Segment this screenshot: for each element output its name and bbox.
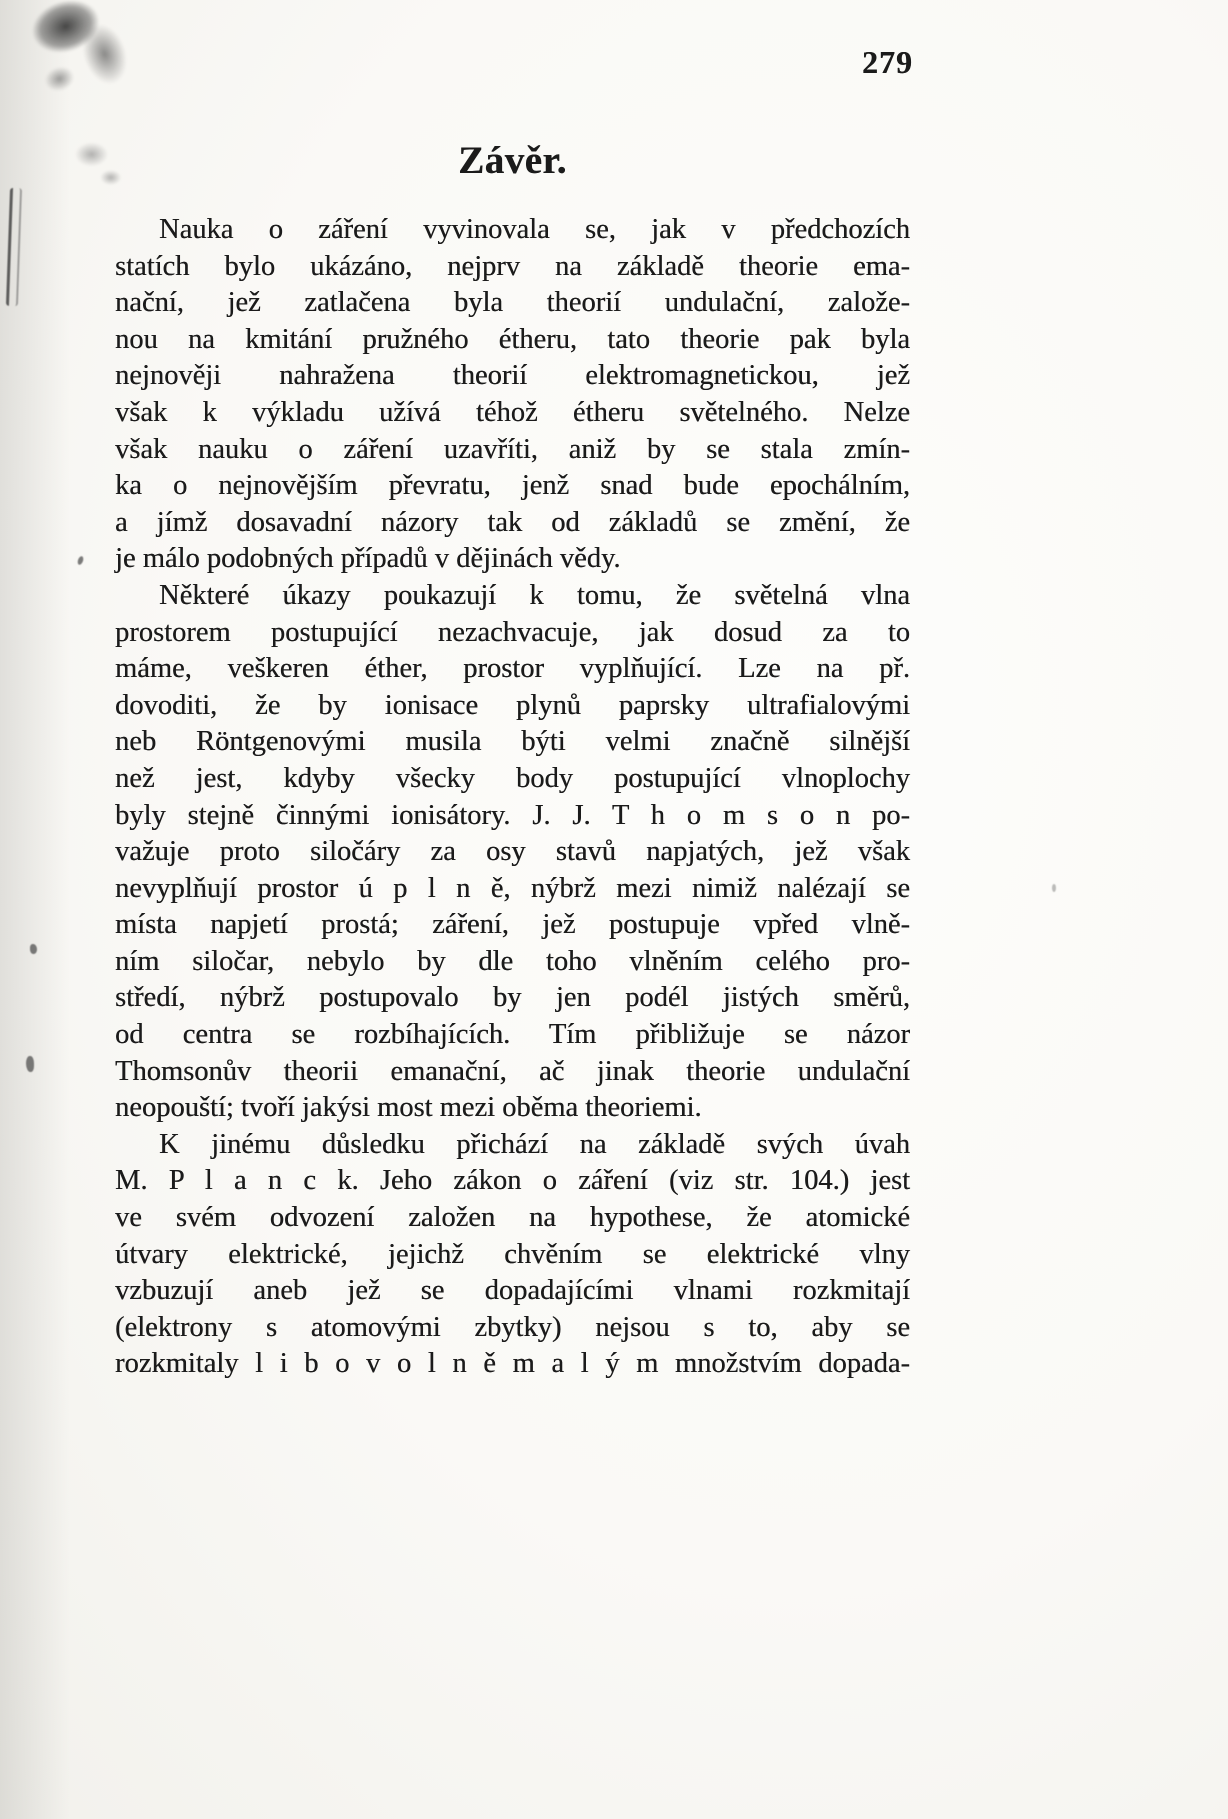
text-line: Nauka o záření vyvinovala se, jak v předchozích (159, 214, 910, 245)
text-line: važuje proto siločáry za osy stavů napjatých, jež však (115, 836, 910, 868)
text-line: (elektrony s atomovými zbytky) nejsou s to, aby se (115, 1311, 910, 1343)
text-line: vzbuzují aneb jež se dopadajícími vlnami rozkmitají (115, 1275, 910, 1307)
text-line: Thomsonův theorii emanační, ač jinak theorie undulační (115, 1055, 910, 1087)
text-line: ním siločar, nebylo by dle toho vlněním celého pro- (115, 945, 910, 977)
text-line: máme, veškeren éther, prostor vyplňující. Lze na př. (115, 653, 910, 685)
text-line: byly stejně činnými ionisátory. J. J. T h o m s o n po- (115, 799, 910, 831)
text-line: statích bylo ukázáno, nejprv na základě theorie ema- (115, 250, 910, 282)
text-line: M. P l a n c k. Jeho zákon o záření (viz str. 104.) jest (115, 1165, 910, 1197)
text-line: nejnověji nahražena theorií elektromagnetickou, jež (115, 360, 910, 392)
text-line: prostorem postupující nezachvacuje, jak dosud za to (115, 616, 910, 648)
text-line: rozkmitaly l i b o v o l n ě m a l ý m množstvím dopada- (115, 1348, 910, 1380)
text-line: neb Röntgenovými musila býti velmi značně silnější (115, 726, 910, 758)
text-line: ve svém odvození založen na hypothese, že atomické (115, 1202, 910, 1234)
text-line: dovoditi, že by ionisace plynů paprsky ultrafialovými (115, 689, 910, 721)
text-line: ka o nejnovějším převratu, jenž snad bude epochálním, (115, 470, 910, 502)
text-line: nevyplňují prostor ú p l n ě, nýbrž mezi nimiž nalézají se (115, 872, 910, 904)
section-heading: Závěr. (458, 139, 567, 182)
text-line: nační, jež zatlačena byla theorií undulační, založe- (115, 287, 910, 319)
ink-speck (26, 1056, 34, 1072)
text-line: místa napjetí prostá; záření, jež postupuje vpřed vlně- (115, 909, 910, 941)
paragraph (115, 1127, 910, 1383)
text-line: než jest, kdyby všecky body postupující vlnoplochy (115, 762, 910, 794)
ink-speck (1052, 884, 1056, 892)
text-line: je málo podobných případů v dějinách vědy. (115, 543, 621, 575)
ink-speck (77, 555, 85, 565)
body-text (115, 212, 910, 1383)
binding-mark (6, 188, 22, 306)
text-line: od centra se rozbíhajících. Tím přibližuje se názor (115, 1019, 910, 1051)
paragraph (115, 578, 910, 1127)
paragraph (115, 212, 910, 578)
scan-smudge-top-left (3, 0, 164, 123)
page-number: 279 (862, 44, 913, 80)
text-line: neopouští; tvoří jakýsi most mezi oběma theoriemi. (115, 1092, 702, 1124)
text-line: a jímž dosavadní názory tak od základů se změní, že (115, 506, 910, 538)
ink-speck (30, 944, 37, 954)
text-line: nou na kmitání pružného étheru, tato theorie pak byla (115, 323, 910, 355)
text-line: středí, nýbrž postupovalo by jen podél jistých směrů, (115, 982, 910, 1014)
text-line: však nauku o záření uzavříti, aniž by se stala zmín- (115, 433, 910, 465)
text-line: K jinému důsledku přichází na základě svých úvah (159, 1128, 910, 1160)
text-line: útvary elektrické, jejichž chvěním se elektrické vlny (115, 1238, 910, 1270)
text-line: však k výkladu užívá téhož étheru světelného. Nelze (115, 396, 910, 428)
text-line: Některé úkazy poukazují k tomu, že světelná vlna (159, 579, 910, 611)
